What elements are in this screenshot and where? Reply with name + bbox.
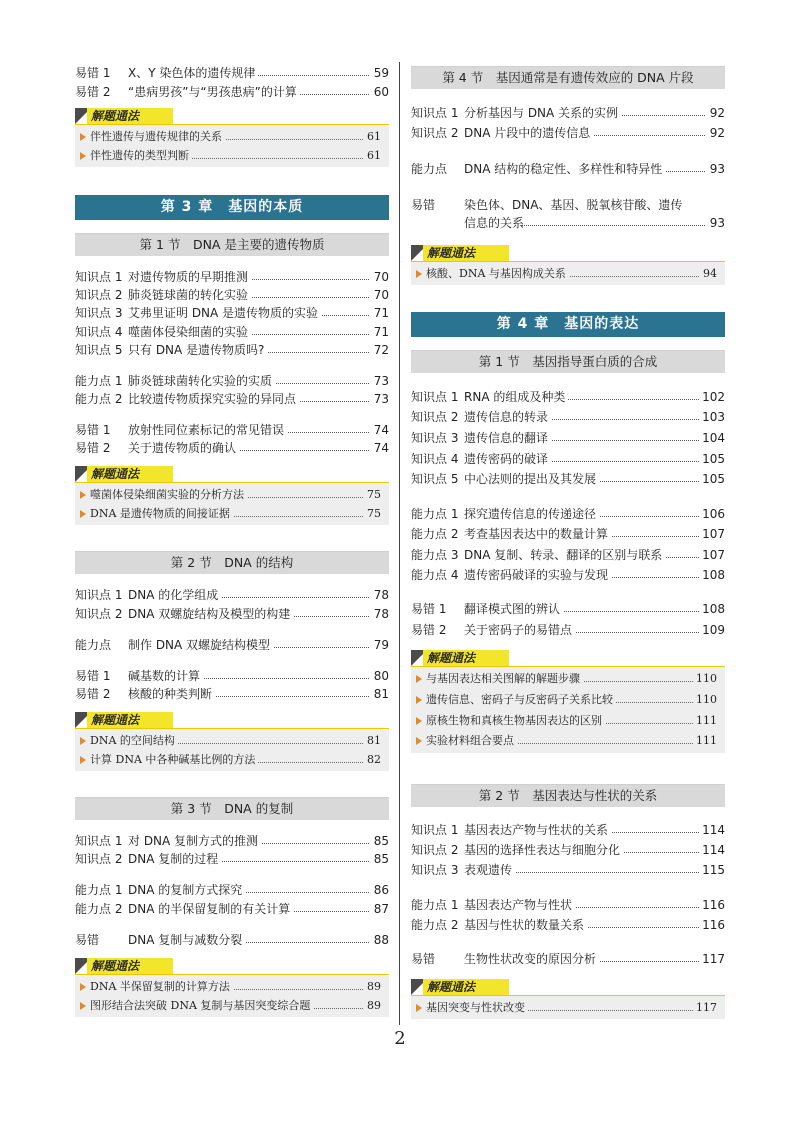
page-ref: 108	[699, 600, 725, 618]
toc-entry[interactable]	[75, 586, 389, 604]
toc-entry[interactable]	[411, 450, 725, 468]
tip-item[interactable]	[411, 265, 725, 283]
tip-item[interactable]	[75, 978, 389, 996]
page-ref: 117	[693, 999, 717, 1017]
page-ref: 78	[371, 605, 389, 623]
entry-title: 肺炎链球菌的转化实验	[128, 286, 251, 304]
toc-entry[interactable]	[411, 470, 725, 488]
toc-entry[interactable]	[411, 196, 725, 232]
tip-title: 遗传信息、密码子与反密码子关系比较	[426, 691, 616, 709]
arrow-icon	[416, 1004, 422, 1012]
tip-title: DNA 的空间结构	[90, 732, 178, 750]
toc-entry[interactable]	[411, 429, 725, 447]
page-ref: 92	[707, 124, 725, 142]
entry-title: 基因的选择性表达与细胞分化	[464, 841, 623, 859]
page-ref: 73	[371, 390, 389, 408]
entry-label: 能力点 2	[411, 918, 459, 932]
section-heading[interactable]: 第 4 节 基因通常是有遗传效应的 DNA 片段	[411, 66, 725, 89]
toc-entry[interactable]	[75, 685, 389, 703]
page-ref: 111	[693, 712, 717, 730]
entry-title: 生物性状改变的原因分析	[464, 950, 599, 968]
arrow-icon	[416, 696, 422, 704]
tips-box	[411, 995, 725, 1019]
page-ref: 114	[699, 821, 725, 839]
tip-title: 原核生物和真核生物基因表达的区别	[426, 712, 605, 730]
arrow-icon	[80, 133, 86, 141]
tips-box	[75, 124, 389, 167]
page-ref: 87	[371, 900, 389, 918]
page-ref: 109	[699, 621, 725, 639]
entry-title: 噬菌体侵染细菌的实验	[128, 323, 251, 341]
page-ref: 74	[371, 439, 389, 457]
toc-entry[interactable]	[411, 916, 725, 934]
toc-entry[interactable]	[75, 268, 389, 286]
tips-header	[411, 979, 509, 995]
tips-box	[411, 261, 725, 285]
entry-title: DNA 结构的稳定性、多样性和特异性	[464, 160, 665, 178]
page-ref: 86	[371, 881, 389, 899]
tip-item[interactable]	[75, 997, 389, 1015]
toc-entry[interactable]	[75, 341, 389, 359]
page-ref: 93	[707, 160, 725, 178]
tip-title: 实验材料组合要点	[426, 732, 517, 750]
toc-entry[interactable]	[411, 950, 725, 968]
entry-title: DNA 的复制方式探究	[128, 881, 245, 899]
toc-entry[interactable]	[75, 83, 389, 101]
toc-entry[interactable]	[75, 605, 389, 623]
tip-title: 计算 DNA 中各种碱基比例的方法	[90, 751, 258, 769]
entry-title: 基因表达产物与性状的关系	[464, 821, 611, 839]
entry-label: 知识点 2	[411, 410, 459, 424]
entry-title: 染色体、DNA、基因、脱氧核苷酸、遗传信息的关系	[464, 198, 683, 230]
tip-item[interactable]	[411, 670, 725, 688]
tip-item[interactable]	[75, 751, 389, 769]
entry-label: 能力点 1	[75, 883, 123, 897]
page-ref: 85	[371, 850, 389, 868]
entry-label: 能力点 1	[75, 374, 123, 388]
entry-label: 易错 2	[75, 687, 111, 701]
page-ref: 75	[364, 505, 381, 523]
page-ref: 85	[371, 832, 389, 850]
entry-title: 遗传密码破译的实验与发现	[464, 566, 611, 584]
page-ref: 103	[699, 408, 725, 426]
tip-title: 与基因表达相关图解的解题步骤	[426, 670, 583, 688]
toc-entry[interactable]	[75, 881, 389, 899]
tip-item[interactable]	[75, 486, 389, 504]
entry-title: 基因表达产物与性状	[464, 896, 575, 914]
tip-item[interactable]	[411, 712, 725, 730]
toc-entry[interactable]	[75, 64, 389, 82]
chapter-heading[interactable]: 第 4 章 基因的表达	[411, 312, 725, 337]
toc-entry[interactable]	[411, 160, 725, 178]
tips-header-label: 解题通法	[87, 466, 173, 482]
page-ref: 110	[693, 691, 717, 709]
tips-header-label: 解题通法	[423, 979, 509, 995]
entry-label: 知识点 3	[411, 863, 459, 877]
tip-title: 伴性遗传的类型判断	[90, 147, 192, 165]
page-ref: 114	[699, 841, 725, 859]
entry-title: 关于密码子的易错点	[464, 621, 575, 639]
entry-title: 翻译模式图的辨认	[464, 600, 563, 618]
page-ref: 94	[700, 265, 717, 283]
toc-entry[interactable]	[75, 667, 389, 685]
entry-title: 放射性同位素标记的常见错误	[128, 421, 287, 439]
entry-title: 肺炎链球菌转化实验的实质	[128, 372, 275, 390]
toc-entry[interactable]	[75, 850, 389, 868]
page-ref: 107	[699, 525, 725, 543]
entry-label: 知识点 5	[411, 472, 459, 486]
toc-entry[interactable]	[75, 900, 389, 918]
tips-header	[75, 958, 173, 974]
page-ref: 110	[693, 670, 717, 688]
page-ref: 93	[707, 214, 725, 232]
entry-title: 分析基因与 DNA 关系的实例	[464, 104, 621, 122]
arrow-icon	[80, 510, 86, 518]
tip-item[interactable]	[75, 505, 389, 523]
tips-header	[75, 712, 173, 728]
entry-title: 考查基因表达中的数量计算	[464, 525, 611, 543]
entry-title: DNA 复制与减数分裂	[128, 931, 245, 949]
toc-entry[interactable]	[411, 896, 725, 914]
tip-item[interactable]	[411, 691, 725, 709]
entry-label: 知识点 1	[75, 270, 123, 284]
toc-entry[interactable]	[411, 841, 725, 859]
entry-title: DNA 片段中的遗传信息	[464, 124, 593, 142]
entry-label: 知识点 5	[75, 343, 123, 357]
page-ref: 115	[699, 861, 725, 879]
entry-title: RNA 的组成及种类	[464, 388, 568, 406]
entry-label: 知识点 3	[75, 306, 123, 320]
toc-entry[interactable]	[75, 832, 389, 850]
arrow-icon	[416, 270, 422, 278]
entry-label: 知识点 4	[411, 452, 459, 466]
toc-entry[interactable]	[411, 525, 725, 543]
entry-title: 对 DNA 复制方式的推测	[128, 832, 261, 850]
entry-title: DNA 复制、转录、翻译的区别与联系	[464, 546, 665, 564]
entry-title: X、Y 染色体的遗传规律	[128, 64, 258, 82]
page-ref: 105	[699, 450, 725, 468]
arrow-icon	[80, 983, 86, 991]
entry-title: 遗传信息的转录	[464, 408, 551, 426]
entry-label: 能力点 1	[411, 898, 459, 912]
toc-entry[interactable]	[75, 304, 389, 322]
entry-label: 易错	[75, 933, 100, 947]
arrow-icon	[416, 675, 422, 683]
entry-title: 核酸的种类判断	[128, 685, 215, 703]
page-ref: 73	[371, 372, 389, 390]
entry-title: 制作 DNA 双螺旋结构模型	[128, 636, 273, 654]
tip-title: 基因突变与性状改变	[426, 999, 528, 1017]
arrow-icon	[80, 1002, 86, 1010]
entry-label: 知识点 2	[75, 607, 123, 621]
page-ref: 116	[699, 896, 725, 914]
section-heading[interactable]: 第 3 节 DNA 的复制	[75, 797, 389, 820]
tips-header	[75, 466, 173, 482]
arrow-icon	[416, 717, 422, 725]
page-ref: 102	[699, 388, 725, 406]
page-ref: 72	[371, 341, 389, 359]
toc-entry[interactable]	[411, 388, 725, 406]
page-ref: 117	[699, 950, 725, 968]
page-ref: 89	[364, 978, 381, 996]
entry-title: 基因与性状的数量关系	[464, 916, 587, 934]
arrow-icon	[80, 737, 86, 745]
page-ref: 105	[699, 470, 725, 488]
tips-box	[75, 728, 389, 771]
tip-item[interactable]	[75, 732, 389, 750]
toc-entry[interactable]	[75, 390, 389, 408]
tips-header	[411, 650, 509, 666]
entry-title: 表观遗传	[464, 861, 515, 879]
page-ref: 75	[364, 486, 381, 504]
page-ref: 108	[699, 566, 725, 584]
entry-label: 能力点 4	[411, 568, 459, 582]
toc-entry[interactable]	[411, 124, 725, 142]
entry-label: 易错 1	[75, 669, 111, 683]
entry-label: 能力点 2	[75, 392, 123, 406]
page-ref: 59	[371, 64, 389, 82]
entry-title: 遗传密码的破译	[464, 450, 551, 468]
entry-title: 艾弗里证明 DNA 是遗传物质的实验	[128, 304, 321, 322]
toc-entry[interactable]	[411, 821, 725, 839]
page-ref: 60	[371, 83, 389, 101]
page-ref: 74	[371, 421, 389, 439]
page-ref: 70	[371, 286, 389, 304]
toc-entry[interactable]	[75, 421, 389, 439]
tips-header	[75, 108, 173, 124]
page-ref: 78	[371, 586, 389, 604]
chapter-heading[interactable]: 第 3 章 基因的本质	[75, 195, 389, 220]
tip-title: 核酸、DNA 与基因构成关系	[426, 265, 569, 283]
tip-title: 伴性遗传与遗传规律的关系	[90, 128, 225, 146]
toc-entry[interactable]	[411, 621, 725, 639]
page-ref: 81	[371, 685, 389, 703]
tips-header-label: 解题通法	[87, 958, 173, 974]
tips-box	[411, 666, 725, 753]
tip-item[interactable]	[75, 128, 389, 146]
entry-label: 知识点 4	[75, 325, 123, 339]
page-ref: 61	[364, 128, 381, 146]
toc-entry[interactable]	[75, 931, 389, 949]
arrow-icon	[80, 152, 86, 160]
tips-box	[75, 974, 389, 1017]
arrow-icon	[80, 491, 86, 499]
arrow-icon	[416, 737, 422, 745]
tip-title: DNA 半保留复制的计算方法	[90, 978, 233, 996]
entry-title: DNA 的半保留复制的有关计算	[128, 900, 293, 918]
entry-title: 遗传信息的翻译	[464, 429, 551, 447]
toc-entry[interactable]	[411, 408, 725, 426]
toc-entry[interactable]	[75, 636, 389, 654]
section-heading[interactable]: 第 2 节 DNA 的结构	[75, 551, 389, 574]
page-ref: 107	[699, 546, 725, 564]
entry-label: 知识点 1	[411, 390, 459, 404]
page-ref: 81	[364, 732, 381, 750]
tips-header	[411, 245, 509, 261]
entry-label: 知识点 1	[75, 588, 123, 602]
entry-label: 易错 2	[75, 441, 111, 455]
entry-title: 探究遗传信息的传递途径	[464, 505, 599, 523]
entry-label: 知识点 2	[411, 843, 459, 857]
toc-entry[interactable]	[411, 546, 725, 564]
toc-entry[interactable]	[75, 286, 389, 304]
tips-box	[75, 482, 389, 525]
entry-label: 能力点	[411, 162, 448, 176]
page-ref: 88	[371, 931, 389, 949]
entry-label: 能力点 2	[75, 902, 123, 916]
tip-title: 噬菌体侵染细菌实验的分析方法	[90, 486, 247, 504]
page-ref: 92	[707, 104, 725, 122]
entry-label: 知识点 2	[411, 126, 459, 140]
entry-label: 能力点	[75, 638, 112, 652]
entry-label: 易错 1	[75, 423, 111, 437]
page-ref: 79	[371, 636, 389, 654]
entry-label: 知识点 1	[75, 834, 123, 848]
entry-label: 能力点 1	[411, 507, 459, 521]
entry-label: 易错 1	[75, 66, 111, 80]
page-ref: 116	[699, 916, 725, 934]
entry-title: 比较遗传物质探究实验的异同点	[128, 390, 299, 408]
entry-title: DNA 的化学组成	[128, 586, 221, 604]
entry-label: 易错 2	[411, 623, 447, 637]
page-ref: 70	[371, 268, 389, 286]
tip-title: 图形结合法突破 DNA 复制与基因突变综合题	[90, 997, 313, 1015]
toc-entry[interactable]	[411, 861, 725, 879]
toc-entry[interactable]	[75, 439, 389, 457]
tip-item[interactable]	[75, 147, 389, 165]
page-ref: 80	[371, 667, 389, 685]
tips-header-label: 解题通法	[423, 650, 509, 666]
toc-entry[interactable]	[75, 323, 389, 341]
entry-label: 易错 2	[75, 85, 111, 99]
entry-label: 知识点 1	[411, 823, 459, 837]
page-ref: 111	[693, 732, 717, 750]
entry-label: 知识点 2	[75, 288, 123, 302]
entry-label: 易错	[411, 198, 436, 212]
entry-title: 对遗传物质的早期推测	[128, 268, 251, 286]
entry-label: 知识点 2	[75, 852, 123, 866]
entry-label: 能力点 2	[411, 527, 459, 541]
toc-entry[interactable]	[411, 600, 725, 618]
entry-label: 知识点 1	[411, 106, 459, 120]
entry-title: DNA 复制的过程	[128, 850, 221, 868]
column-divider	[399, 62, 400, 1025]
entry-label: 能力点 3	[411, 548, 459, 562]
page-ref: 71	[371, 304, 389, 322]
tips-header-label: 解题通法	[423, 245, 509, 261]
section-heading[interactable]: 第 2 节 基因表达与性状的关系	[411, 784, 725, 807]
entry-title: 中心法则的提出及其发展	[464, 470, 599, 488]
tips-header-label: 解题通法	[87, 712, 173, 728]
entry-label: 易错 1	[411, 602, 447, 616]
page-ref: 106	[699, 505, 725, 523]
section-heading[interactable]: 第 1 节 基因指导蛋白质的合成	[411, 350, 725, 373]
page-ref: 61	[364, 147, 381, 165]
entry-title: “患病男孩”与“男孩患病”的计算	[128, 83, 300, 101]
tip-item[interactable]	[411, 732, 725, 750]
page-ref: 71	[371, 323, 389, 341]
toc-entry[interactable]	[75, 372, 389, 390]
entry-label: 易错	[411, 952, 436, 966]
entry-title: 关于遗传物质的确认	[128, 439, 239, 457]
section-heading[interactable]: 第 1 节 DNA 是主要的遗传物质	[75, 233, 389, 256]
toc-entry[interactable]	[411, 566, 725, 584]
entry-title: 只有 DNA 是遗传物质吗?	[128, 341, 267, 359]
toc-entry[interactable]	[411, 505, 725, 523]
page-ref: 89	[364, 997, 381, 1015]
tip-item[interactable]	[411, 999, 725, 1017]
tips-header-label: 解题通法	[87, 108, 173, 124]
entry-title: 碱基数的计算	[128, 667, 203, 685]
arrow-icon	[80, 756, 86, 764]
entry-label: 知识点 3	[411, 431, 459, 445]
entry-title: DNA 双螺旋结构及模型的构建	[128, 605, 293, 623]
page-ref: 82	[364, 751, 381, 769]
page-number: 2	[394, 1028, 406, 1049]
page-ref: 104	[699, 429, 725, 447]
tip-title: DNA 是遗传物质的间接证据	[90, 505, 233, 523]
toc-entry[interactable]	[411, 104, 725, 122]
